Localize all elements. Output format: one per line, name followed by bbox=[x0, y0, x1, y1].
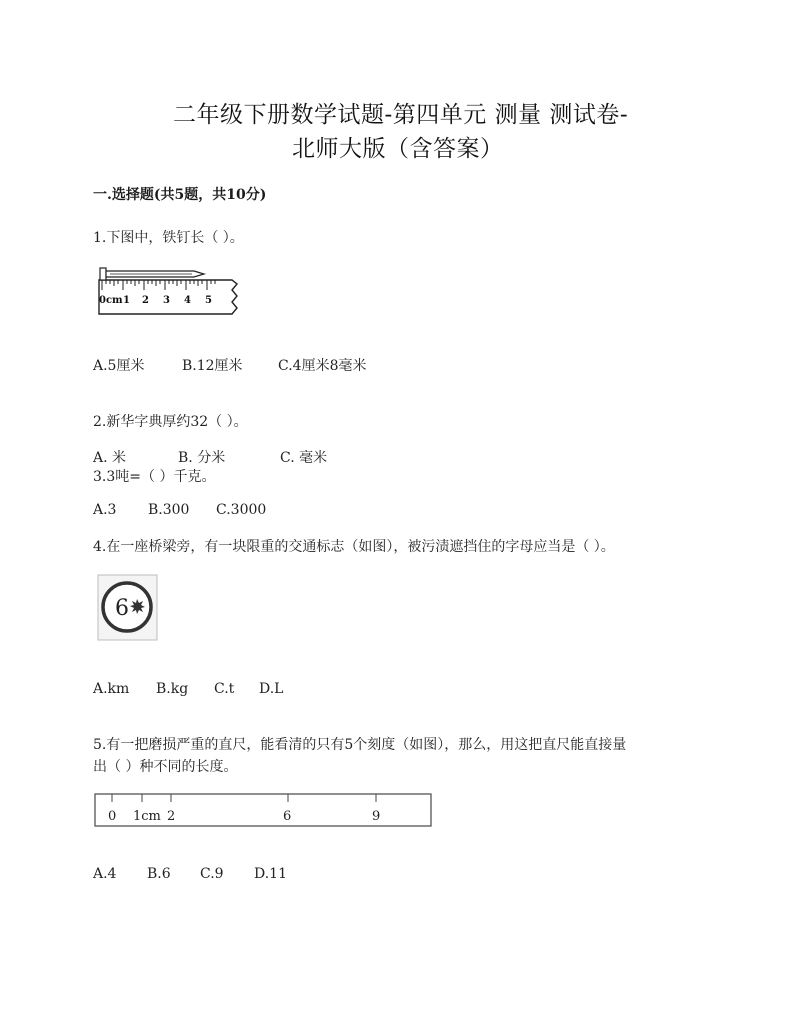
ruler2-label-2: 2 bbox=[167, 809, 176, 824]
question-4-text: 4.在一座桥梁旁，有一块限重的交通标志（如图），被污渍遮挡住的字母应当是（ ）。 bbox=[93, 539, 615, 555]
worn-ruler-figure bbox=[94, 793, 434, 829]
page-title-line1: 二年级下册数学试题-第四单元 测量 测试卷- bbox=[173, 102, 629, 128]
ruler2-label-1: 1cm bbox=[133, 809, 161, 824]
ruler1-label-4: 4 bbox=[184, 295, 191, 306]
q5-option-d[interactable]: D.11 bbox=[254, 866, 287, 882]
section-heading: 一.选择题(共5题，共10分) bbox=[93, 187, 267, 203]
q3-option-b[interactable]: B.300 bbox=[148, 502, 190, 518]
q4-option-c[interactable]: C.t bbox=[214, 681, 235, 697]
sign-number: 6 bbox=[115, 596, 129, 621]
q3-option-c[interactable]: C.3000 bbox=[216, 502, 267, 518]
q5-option-a[interactable]: A.4 bbox=[93, 866, 117, 882]
q2-option-a[interactable]: A. 米 bbox=[93, 450, 127, 466]
q4-option-a[interactable]: A.km bbox=[93, 681, 130, 697]
page-title-line2: 北师大版（含答案） bbox=[292, 136, 504, 162]
question-5-text-line1: 5.有一把磨损严重的直尺，能看清的只有5个刻度（如图），那么，用这把直尺能直接量 bbox=[93, 737, 627, 753]
ruler1-label-0: 0cm bbox=[99, 295, 123, 306]
ruler2-label-4: 9 bbox=[372, 809, 381, 824]
q1-option-c[interactable]: C.4厘米8毫米 bbox=[278, 358, 367, 374]
question-3-text: 3.3吨=（ ）千克。 bbox=[93, 469, 216, 485]
ruler2-label-0: 0 bbox=[108, 809, 117, 824]
ruler-nail-figure bbox=[96, 262, 242, 320]
ruler1-label-2: 2 bbox=[142, 295, 149, 306]
question-1-text: 1.下图中，铁钉长（ ）。 bbox=[93, 230, 244, 246]
q5-option-c[interactable]: C.9 bbox=[200, 866, 224, 882]
ruler1-label-1: 1 bbox=[123, 295, 130, 306]
q1-option-b[interactable]: B.12厘米 bbox=[182, 358, 243, 374]
q4-option-d[interactable]: D.L bbox=[259, 681, 284, 697]
question-2-text: 2.新华字典厚约32（ ）。 bbox=[93, 414, 248, 430]
stain-icon bbox=[130, 599, 145, 614]
q5-option-b[interactable]: B.6 bbox=[147, 866, 171, 882]
q3-option-a[interactable]: A.3 bbox=[93, 502, 117, 518]
ruler1-label-5: 5 bbox=[205, 295, 212, 306]
q2-option-b[interactable]: B. 分米 bbox=[178, 450, 226, 466]
traffic-sign-figure bbox=[97, 574, 159, 642]
ruler2-label-3: 6 bbox=[283, 809, 292, 824]
q4-option-b[interactable]: B.kg bbox=[156, 681, 189, 697]
q2-option-c[interactable]: C. 毫米 bbox=[280, 450, 328, 466]
question-5-text-line2: 出（ ）种不同的长度。 bbox=[93, 759, 238, 775]
ruler1-label-3: 3 bbox=[163, 295, 170, 306]
q1-option-a[interactable]: A.5厘米 bbox=[93, 358, 145, 374]
